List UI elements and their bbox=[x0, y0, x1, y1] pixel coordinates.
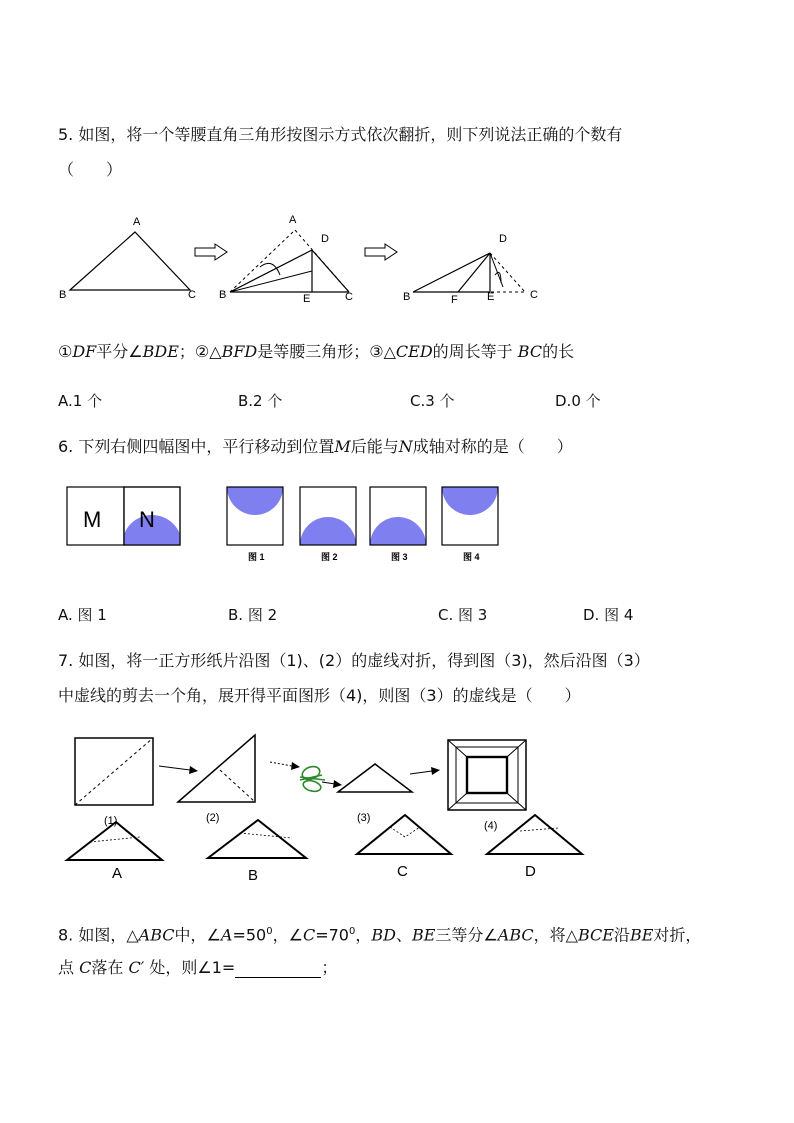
q7-step1-square bbox=[75, 738, 153, 805]
q7-line2: 中虚线的剪去一个角，展开得平面图形（4)，则图（3）的虚线是（ ） bbox=[58, 686, 581, 705]
q5-label-C1: C bbox=[188, 289, 196, 301]
q6-option-c[interactable]: C. 图 3 bbox=[438, 606, 488, 624]
q6-option-d[interactable]: D. 图 4 bbox=[583, 606, 634, 624]
q5-label-B1: B bbox=[59, 289, 67, 301]
q5-text bbox=[58, 125, 622, 145]
q6-caption-4: 图 4 bbox=[463, 552, 480, 562]
q5-label-B3: B bbox=[403, 291, 411, 303]
q5-label-D3: D bbox=[499, 233, 507, 245]
q7-step3-triangle bbox=[338, 764, 412, 792]
q7-line1: 7. 如图，将一正方形纸片沿图（1)、(2）的虚线对折，得到图（3)，然后沿图（3） bbox=[58, 651, 650, 670]
scissors-icon bbox=[300, 764, 325, 793]
q5-statements: ①DF平分∠BDE；②△BFD是等腰三角形；③△CED的周长等于 BC的长 bbox=[58, 342, 575, 361]
q7-step-label-1: (1) bbox=[104, 815, 118, 827]
q5-option-d[interactable]: D.0 个 bbox=[555, 392, 601, 410]
q6-caption-3: 图 3 bbox=[391, 552, 408, 562]
q5-label-E2: E bbox=[303, 293, 311, 305]
q7-choice-label-b: B bbox=[248, 867, 259, 884]
q6-caption-2: 图 2 bbox=[321, 552, 338, 562]
q6-option-a[interactable]: A. 图 1 bbox=[58, 606, 107, 624]
q5-label-C3: C bbox=[530, 289, 538, 301]
q5-label-A1: A bbox=[133, 216, 141, 228]
q7-choice-c-triangle[interactable] bbox=[357, 815, 451, 854]
q7-choice-label-c: C bbox=[397, 863, 408, 880]
q8-line2: 点 C落在 C′ 处，则∠1= ； bbox=[58, 958, 338, 977]
q8-answer-blank[interactable] bbox=[235, 961, 321, 978]
q5-label-C2: C bbox=[345, 291, 353, 303]
q7-step4-hole bbox=[467, 757, 507, 793]
q5-label-F3: F bbox=[451, 294, 458, 306]
q5-option-b[interactable]: B.2 个 bbox=[238, 392, 283, 410]
q5-number: 5. bbox=[58, 125, 74, 144]
q5-label-A2: A bbox=[289, 214, 297, 226]
q6-caption-1: 图 1 bbox=[248, 552, 265, 562]
q5-option-a[interactable]: A.1 个 bbox=[58, 392, 103, 410]
q7-choice-label-a: A bbox=[112, 865, 123, 882]
q5-paren: （ ） bbox=[58, 160, 123, 179]
q7-step-label-3: (3) bbox=[357, 812, 371, 824]
q5-label-E3: E bbox=[487, 291, 495, 303]
q7-choice-label-d: D bbox=[525, 863, 536, 880]
q5-triangle-1 bbox=[70, 232, 190, 290]
q7-step-label-2: (2) bbox=[206, 812, 220, 824]
q7-choice-a-triangle[interactable] bbox=[67, 822, 162, 860]
q7-choice-d-triangle[interactable] bbox=[487, 815, 582, 854]
q6-letter-n: N bbox=[139, 507, 155, 532]
q7-step-label-4: (4) bbox=[484, 820, 498, 832]
q6-text: 6. 下列右侧四幅图中，平行移动到位置M后能与N成轴对称的是（ ） bbox=[58, 437, 573, 456]
q5-figure bbox=[55, 205, 555, 310]
q6-figure bbox=[62, 482, 507, 567]
q5-label-D2: D bbox=[321, 233, 329, 245]
q8-line1: 8. 如图，△ABC中，$\angle A=50^0$，$\angle C=70^0$，BD、BE三等分∠ABC，将△BCE沿BE对折， bbox=[58, 925, 702, 945]
q5-option-c[interactable]: C.3 个 bbox=[410, 392, 455, 410]
q5-stem: 如图，将一个等腰直角三角形按图示方式依次翻折，则下列说法正确的个数有 bbox=[78, 125, 623, 144]
q5-arrow-1 bbox=[195, 244, 227, 260]
q5-fold-arrow bbox=[260, 263, 280, 275]
q5-label-B2: B bbox=[219, 289, 227, 301]
q6-option-b[interactable]: B. 图 2 bbox=[228, 606, 278, 624]
q7-choice-b-triangle[interactable] bbox=[208, 820, 306, 858]
q5-arrow-2 bbox=[365, 244, 397, 260]
q7-figure bbox=[60, 730, 600, 885]
q6-letter-m: M bbox=[83, 507, 102, 532]
